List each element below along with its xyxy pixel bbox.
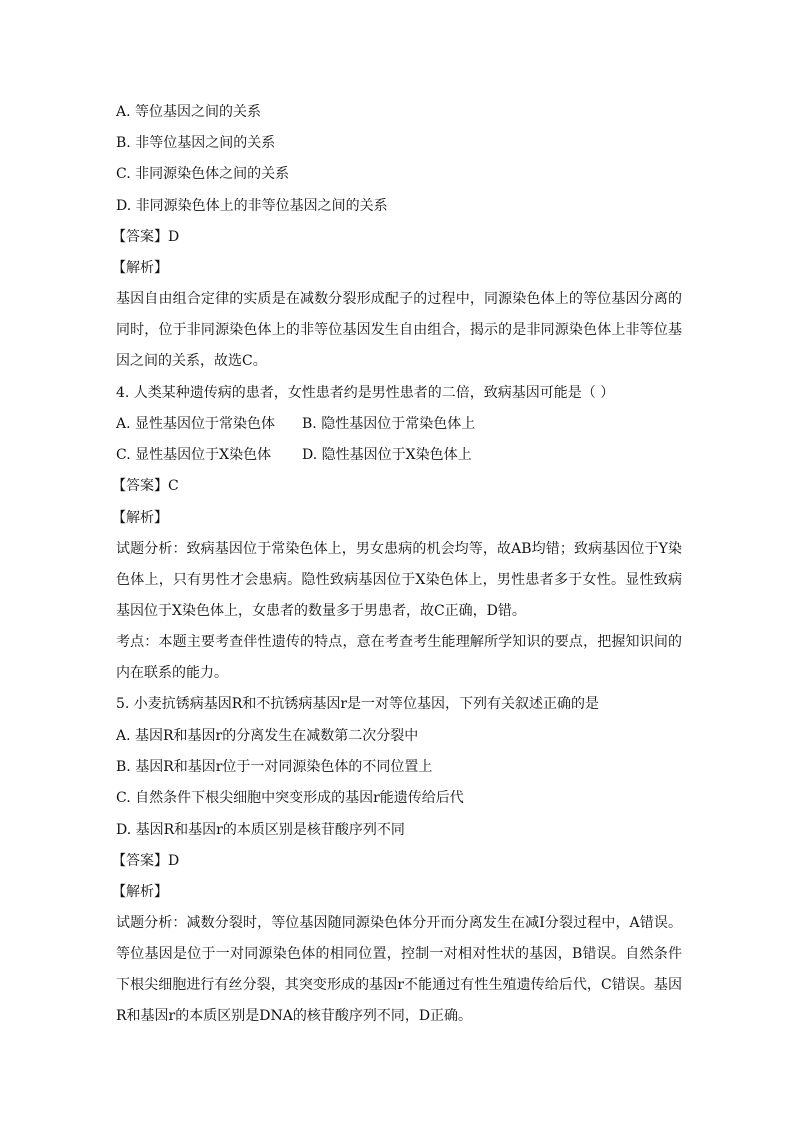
q5-analysis: 试题分析：减数分裂时，等位基因随同源染色体分开而分离发生在减Ⅰ分裂过程中，A错误。等位基因是位于一对同源染色体的相同位置，控制一对相对性状的基因，B错误。自然条件下根尖细胞进行有丝分裂，其突变形成的基因r不能通过有性生殖遗传给后代，C错误。基因R和基因r的本质区别是DNA的核苷酸序列不同，D正确。 [116,915,682,1024]
q5-option-b: B. 基因R和基因r位于一对同源染色体的不同位置上 [116,759,433,775]
q3-answer: 【答案】D [112,229,180,245]
q4-options-row-2 [116,445,472,465]
q3-analysis: 基因自由组合定律的实质是在减数分裂形成配子的过程中，同源染色体上的等位基因分离的同时，位于非同源染色体上的非等位基因发生自由组合，揭示的是非同源染色体上非等位基因之间的关系，故选C。 [116,291,682,369]
q5-stem: 5. 小麦抗锈病基因R和不抗锈病基因r是一对等位基因，下列有关叙述正确的是 [116,696,600,712]
q5-option-d: D. 基因R和基因r的本质区别是核苷酸序列不同 [116,822,405,838]
q4-option-c: C. 显性基因位于X染色体 [116,447,272,463]
q5-analysis-label: 【解析】 [112,884,168,900]
q3-option-a: A. 等位基因之间的关系 [116,104,262,120]
q3-option-c: C. 非同源染色体之间的关系 [116,166,290,182]
q5-answer: 【答案】D [112,853,180,869]
q4-kaodian: 考点：本题主要考查伴性遗传的特点，意在考查考生能理解所学知识的要点，把握知识间的内在联系的能力。 [116,634,682,681]
q4-option-a: A. 显性基因位于常染色体 [116,416,276,432]
q3-option-d: D. 非同源染色体上的非等位基因之间的关系 [116,198,388,214]
q4-option-d: D. 隐性基因位于X染色体上 [302,447,472,463]
q4-analysis-label: 【解析】 [112,510,168,526]
q3-analysis-label: 【解析】 [112,260,168,276]
q4-options-row-1 [116,414,475,434]
q4-option-b: B. 隐性基因位于常染色体上 [302,416,476,432]
q4-answer: 【答案】C [112,478,179,494]
q4-stem: 4. 人类某种遗传病的患者，女性患者约是男性患者的二倍，致病基因可能是（ ） [116,385,615,401]
q4-analysis: 试题分析：致病基因位于常染色体上，男女患病的机会均等，故AB均错；致病基因位于Y染色体上，只有男性才会患病。隐性致病基因位于X染色体上，男性患者多于女性。显性致病基因位于X染色体上，女患者的数量多于男患者，故C正确，D错。 [116,541,682,619]
q3-option-b: B. 非等位基因之间的关系 [116,135,276,151]
q5-option-c: C. 自然条件下根尖细胞中突变形成的基因r能遗传给后代 [116,790,464,806]
q5-option-a: A. 基因R和基因r的分离发生在减数第二次分裂中 [116,728,419,744]
